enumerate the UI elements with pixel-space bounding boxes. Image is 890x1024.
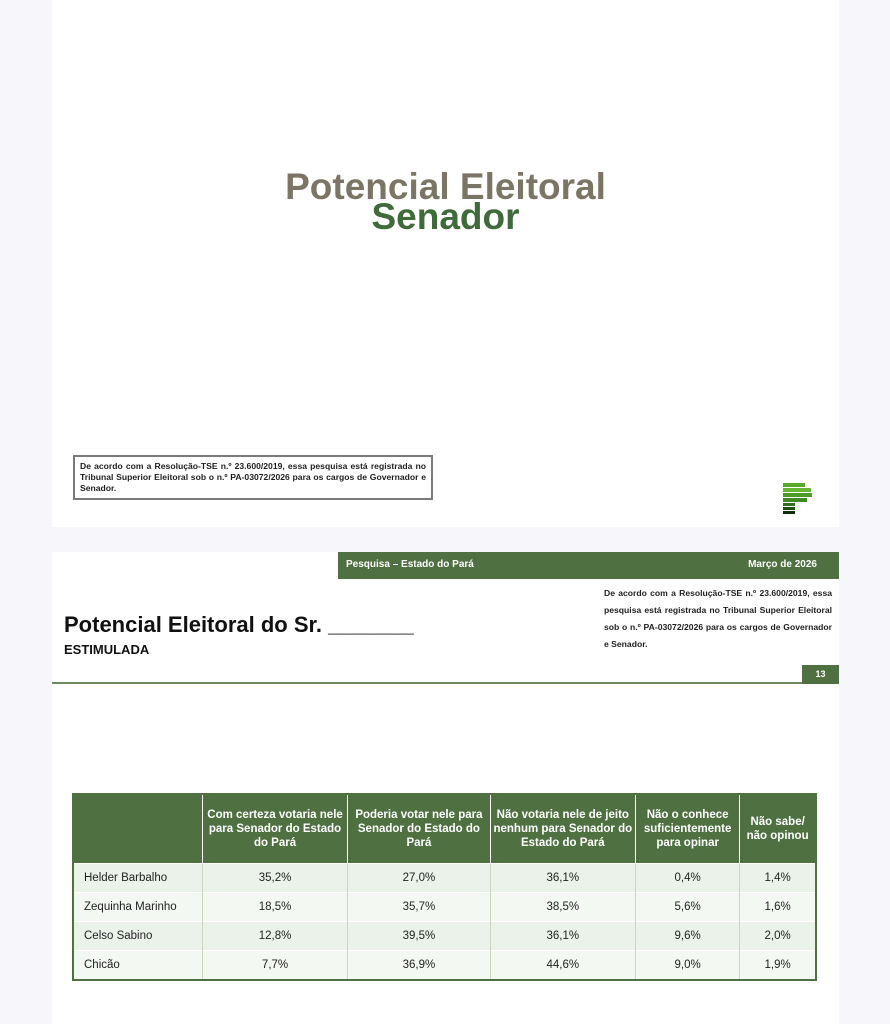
table-cell: 36,9%	[348, 951, 490, 981]
table-cell: 1,6%	[740, 893, 816, 922]
table-header-cell	[73, 794, 202, 864]
table-cell: 36,1%	[490, 864, 635, 893]
table-cell: 27,0%	[348, 864, 490, 893]
results-table	[72, 793, 817, 981]
table-header-cell: Não votaria nele de jeito nenhum para Senador do Estado do Pará	[490, 794, 635, 864]
survey-date: Março de 2026	[748, 559, 817, 570]
table-cell: 9,6%	[636, 922, 740, 951]
table-cell: 1,4%	[740, 864, 816, 893]
table-cell: 5,6%	[636, 893, 740, 922]
table-cell: 9,0%	[636, 951, 740, 981]
divider	[52, 682, 802, 684]
table-header-cell: Com certeza votaria nele para Senador do Estado do Pará	[202, 794, 347, 864]
table-cell: 0,4%	[636, 864, 740, 893]
table-cell: 38,5%	[490, 893, 635, 922]
candidate-name: Chicão	[73, 951, 202, 981]
slide-title: Potencial Eleitoral	[285, 166, 606, 207]
registration-note-box: De acordo com a Resolução-TSE n.º 23.600/2019, essa pesquisa está registrada no Tribunal Superior Eleitoral sob o n.º PA-03072/2026 para os cargos de Governador e Senador.	[73, 455, 433, 500]
candidate-name: Helder Barbalho	[73, 864, 202, 893]
page-number: 13	[802, 665, 839, 684]
table-cell: 36,1%	[490, 922, 635, 951]
table-header-cell: Poderia votar nele para Senador do Estado do Pará	[348, 794, 490, 864]
table-cell: 12,8%	[202, 922, 347, 951]
table-header-row	[73, 794, 816, 864]
table-cell: 44,6%	[490, 951, 635, 981]
candidate-name: Zequinha Marinho	[73, 893, 202, 922]
page-subtitle: ESTIMULADA	[64, 642, 150, 657]
table-cell: 39,5%	[348, 922, 490, 951]
table-cell: 35,7%	[348, 893, 490, 922]
table-cell: 2,0%	[740, 922, 816, 951]
table-row	[73, 922, 816, 951]
table-header-cell: Não o conhece suficientemente para opinar	[636, 794, 740, 864]
table-cell: 35,2%	[202, 864, 347, 893]
table-cell: 18,5%	[202, 893, 347, 922]
title-slide	[52, 0, 839, 527]
data-slide	[52, 552, 839, 1024]
slide-subtitle: Senador	[371, 196, 520, 237]
header-bar	[338, 552, 839, 579]
table-header-cell: Não sabe/ não opinou	[740, 794, 816, 864]
slide-title-block	[52, 166, 839, 237]
registration-note: De acordo com a Resolução-TSE n.º 23.600/2019, essa pesquisa está registrada no Tribunal Superior Eleitoral sob o n.º PA-03072/2026 para os cargos de Governador e Senador.	[604, 588, 832, 649]
table-row	[73, 951, 816, 981]
table-row	[73, 864, 816, 893]
table-cell: 1,9%	[740, 951, 816, 981]
page-title: Potencial Eleitoral do Sr. _______	[64, 612, 414, 637]
table-row	[73, 893, 816, 922]
survey-label: Pesquisa – Estado do Pará	[346, 559, 474, 570]
table-cell: 7,7%	[202, 951, 347, 981]
brand-p-logo-icon	[783, 483, 815, 517]
candidate-name: Celso Sabino	[73, 922, 202, 951]
